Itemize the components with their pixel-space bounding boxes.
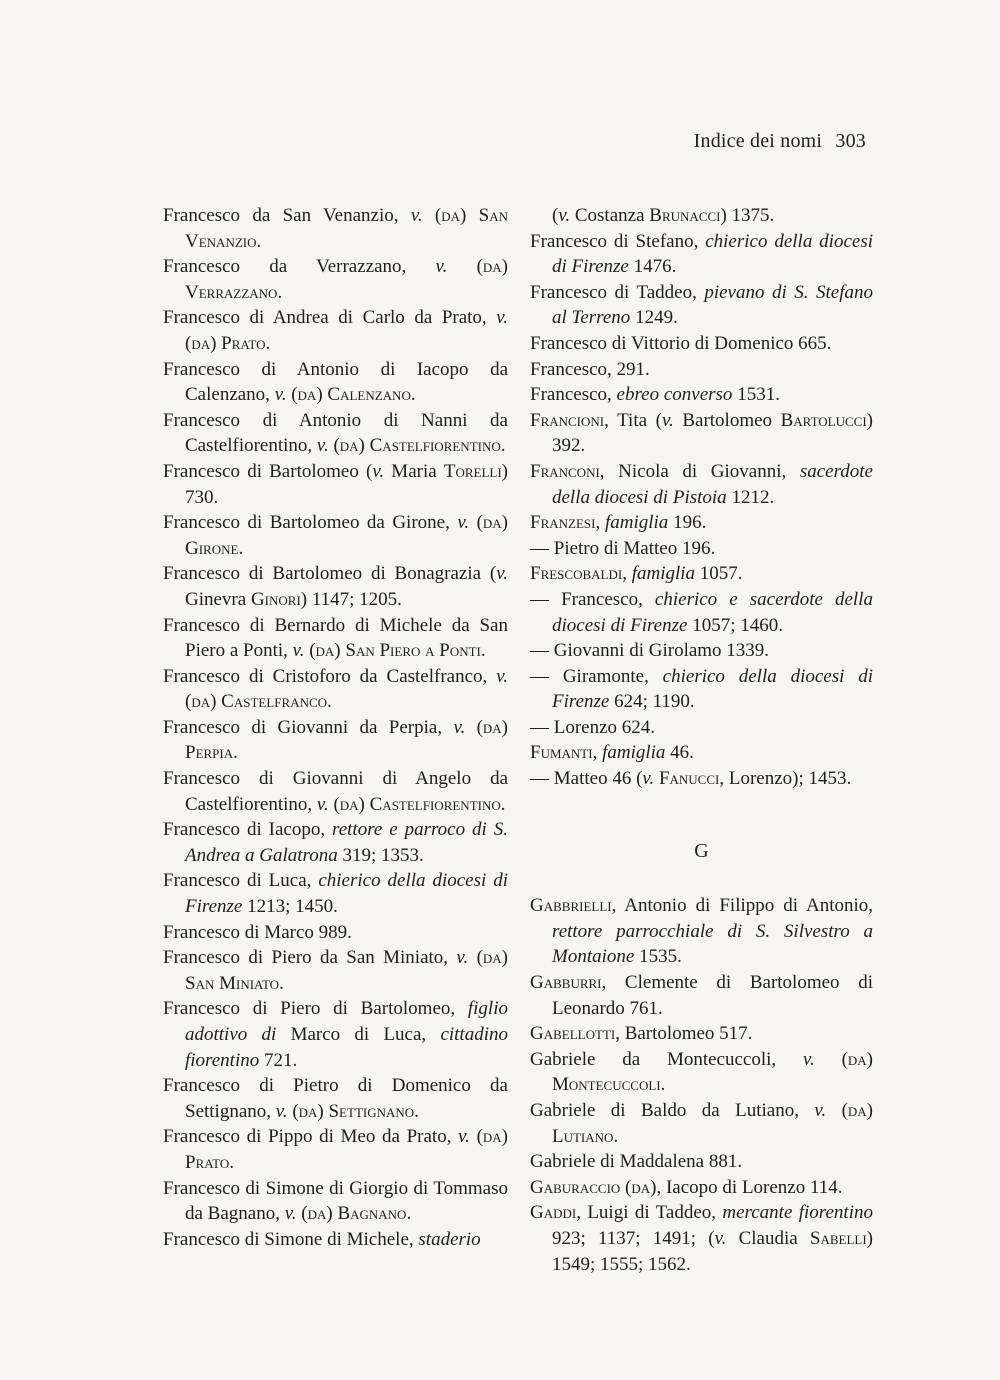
entry-name-smallcaps: (da) Settignano	[292, 1100, 415, 1122]
entry-text: , Bartolomeo 517.	[615, 1023, 753, 1045]
index-entry	[530, 1021, 873, 1047]
entry-text: Francesco di Luca,	[163, 870, 319, 892]
entry-text: Francesco di Bartolomeo da Girone,	[163, 512, 458, 534]
entry-text: Francesco di Simone di Michele,	[163, 1228, 419, 1250]
entry-italic: v.	[496, 665, 508, 687]
entry-name-smallcaps: (da) Castelfranco	[185, 691, 328, 713]
entry-name-smallcaps: (da) Calenzano	[291, 384, 411, 406]
entry-text: .	[500, 793, 506, 815]
entry-text: , Clemente di Bartolomeo di Leonardo 761.	[552, 972, 873, 1019]
entry-text: Claudia	[726, 1227, 810, 1249]
entry-name-smallcaps: (da) Girone	[185, 512, 509, 559]
entry-text: .	[410, 384, 416, 406]
entry-text: 1531.	[732, 384, 780, 406]
index-entry	[163, 766, 508, 817]
entry-text: Marco di Luca,	[276, 1024, 441, 1045]
index-entry	[163, 715, 508, 766]
entry-text: — Giramonte,	[530, 665, 663, 687]
index-entry	[163, 561, 508, 612]
entry-italic: rettore parrocchiale di S. Silvestro a Montaione	[552, 920, 873, 968]
entry-text: 1057.	[695, 563, 743, 585]
entry-text: — Pietro di Matteo 196.	[530, 537, 716, 559]
entry-text: 1057; 1460.	[687, 614, 783, 636]
entry-text: Francesco di Bartolomeo (	[163, 460, 373, 482]
index-entry	[530, 638, 873, 664]
entry-text: 721.	[259, 1049, 298, 1071]
entry-text: Francesco, 291.	[530, 358, 650, 380]
entry-italic: v.	[292, 640, 305, 662]
entry-text: Francesco di Cristoforo da Castelfranco,	[163, 665, 497, 687]
entry-text: .	[327, 691, 332, 713]
section-letter: G	[694, 839, 709, 862]
entry-text: , Tita (	[604, 409, 662, 431]
index-entry	[163, 817, 508, 868]
entry-name-smallcaps: Franconi	[530, 460, 600, 482]
entry-name-smallcaps: (da) Castelfiorentino	[333, 435, 501, 457]
entry-name-smallcaps: Fanucci	[658, 768, 720, 790]
entry-text: ,	[595, 512, 605, 534]
entry-name-smallcaps: (da) Montecuccoli	[552, 1048, 873, 1096]
entry-name-smallcaps: Gabbrielli	[530, 895, 612, 917]
index-entry	[163, 920, 508, 946]
entry-text	[447, 256, 476, 277]
index-entry	[163, 1176, 508, 1227]
index-entry	[530, 970, 873, 1021]
entry-name-smallcaps: Torelli	[443, 460, 502, 482]
entry-text: .	[265, 332, 271, 354]
index-entry	[163, 996, 508, 1073]
entry-text	[826, 1100, 841, 1121]
index-entry	[530, 1098, 873, 1149]
running-title: Indice dei nomi	[693, 130, 823, 152]
entry-text: ) 730.	[185, 460, 508, 508]
index-entry	[530, 664, 873, 715]
entry-name-smallcaps: Sabelli	[809, 1227, 867, 1249]
entry-name-smallcaps: (da) Verrazzano	[185, 256, 509, 303]
entry-name-smallcaps: (da) Prato	[185, 332, 266, 354]
entry-text: Francesco di Andrea di Carlo da Prato,	[163, 307, 497, 329]
entry-text: (	[552, 205, 559, 226]
entry-italic: v.	[372, 460, 385, 482]
entry-italic: rettore e parroco di S. Andrea a Galatrona	[185, 819, 508, 866]
index-entry	[530, 382, 873, 408]
entry-text: — Matteo 46 (	[530, 768, 643, 790]
entry-italic: v.	[496, 307, 508, 329]
entry-text: Gabriele da Montecuccoli,	[530, 1048, 803, 1070]
entry-name-smallcaps: Gabellotti	[530, 1023, 616, 1045]
entry-text: Gabriele di Baldo da Lutiano,	[530, 1100, 815, 1121]
index-entry	[163, 203, 508, 254]
entry-text: 1476.	[628, 256, 677, 278]
entry-italic: v.	[802, 1048, 815, 1070]
entry-italic: famiglia	[602, 742, 666, 764]
entry-text: Francesco da Verrazzano,	[163, 256, 436, 278]
entry-text: Francesco di Pietro di Domenico da Settignano,	[163, 1075, 508, 1122]
entry-text	[423, 205, 435, 226]
index-column-right	[530, 203, 873, 1277]
entry-name-smallcaps: (da) San Miniato	[185, 947, 508, 994]
index-entry	[530, 229, 873, 280]
entry-text: ,	[592, 742, 603, 764]
index-entry	[163, 1227, 508, 1253]
index-entry	[163, 459, 508, 510]
entry-text: Francesco di Simone di Giorgio di Tommaso da Bagnano,	[163, 1177, 508, 1225]
entry-text: .	[256, 230, 262, 252]
entry-text: — Giovanni di Girolamo 1339.	[530, 640, 770, 662]
entry-name-smallcaps: Ginori	[250, 588, 301, 610]
index-entry	[530, 1200, 873, 1277]
entry-italic: v.	[457, 512, 470, 534]
entry-italic: v.	[714, 1227, 727, 1249]
entry-text: Francesco di Giovanni da Perpia,	[163, 716, 454, 738]
entry-italic: famiglia	[604, 512, 669, 534]
index-entry	[530, 1149, 873, 1175]
entry-italic: famiglia	[631, 563, 696, 585]
index-entry	[163, 613, 508, 664]
entry-text: , Iacopo di Lorenzo 114.	[656, 1176, 843, 1198]
entry-italic: v.	[275, 1100, 288, 1122]
entry-italic: v.	[642, 768, 655, 790]
entry-text: Francesco di Giovanni di Angelo da Castelfiorentino,	[163, 768, 508, 815]
entry-text: Bartolomeo	[673, 409, 781, 431]
entry-italic: v.	[284, 1203, 297, 1225]
entry-italic: staderio	[418, 1228, 481, 1250]
index-entry	[530, 1047, 873, 1098]
entry-italic: v.	[435, 256, 448, 278]
entry-text: — Lorenzo 624.	[530, 716, 656, 738]
index-entry	[163, 868, 508, 919]
entry-italic: chierico della diocesi di Firenze	[552, 665, 873, 713]
page-number: 303	[835, 130, 866, 152]
index-entry	[530, 408, 873, 459]
entry-text: Francesco di Antonio di Iacopo da Calenzano,	[163, 358, 508, 406]
index-entry	[530, 893, 873, 970]
entry-text: ,	[622, 563, 632, 585]
entry-name-smallcaps: Gaburaccio (da)	[530, 1176, 657, 1198]
entry-italic: sacerdote della diocesi di Pistoia	[552, 460, 873, 508]
entry-text: 1535.	[634, 946, 682, 968]
entry-text: Francesco di Bartolomeo di Bonagrazia (	[163, 563, 497, 585]
entry-text: Maria	[384, 460, 444, 482]
index-entry	[163, 254, 508, 305]
entry-text: , Antonio di Filippo di Antonio,	[611, 895, 873, 917]
entry-text: — Francesco,	[530, 588, 655, 610]
entry-text: .	[233, 742, 238, 764]
entry-italic: v.	[410, 205, 423, 226]
entry-text: ) 1375.	[720, 205, 775, 226]
entry-italic: mercante fiorentino	[722, 1202, 873, 1224]
entry-name-smallcaps: (da) Castelfiorentino	[333, 793, 501, 815]
index-entry	[163, 1073, 508, 1124]
entry-italic: figlio adottivo di	[185, 998, 508, 1045]
entry-name-smallcaps: Franzesi	[530, 512, 596, 534]
entry-text	[470, 1126, 477, 1147]
entry-italic: v.	[496, 563, 508, 585]
index-entry	[530, 357, 873, 383]
index-entry	[530, 1175, 873, 1201]
index-entry	[530, 740, 873, 766]
index-entry	[530, 510, 873, 536]
entry-name-smallcaps: Francioni	[530, 409, 605, 431]
entry-text: 624; 1190.	[609, 691, 695, 713]
entry-text: 1212.	[726, 486, 775, 508]
entry-italic: v.	[274, 384, 287, 406]
entry-text: 923; 1137; 1491; (	[552, 1227, 715, 1249]
index-entry	[530, 766, 873, 792]
entry-text: ) 1147; 1205.	[300, 588, 402, 610]
index-entry	[530, 536, 873, 562]
entry-text	[469, 512, 476, 533]
entry-text: Ginevra	[185, 588, 251, 610]
entry-italic: v.	[458, 1126, 470, 1148]
entry-text: Francesco di Stefano,	[530, 230, 706, 252]
entry-italic: v.	[558, 205, 571, 226]
entry-text: Francesco,	[530, 384, 617, 406]
entry-text: , Lorenzo); 1453.	[719, 768, 852, 790]
index-entry	[530, 280, 873, 331]
page-header	[694, 130, 866, 153]
entry-text: .	[660, 1074, 666, 1096]
entry-text: 196.	[668, 512, 707, 534]
entry-text: Francesco di Antonio di Nanni da Castelfiorentino,	[163, 409, 508, 457]
index-entry	[163, 945, 508, 996]
entry-italic: v.	[316, 435, 329, 457]
entry-text: .	[500, 435, 506, 457]
index-entry	[530, 715, 873, 741]
entry-name-smallcaps: Fumanti	[530, 742, 593, 764]
entry-italic: cittadino fiorentino	[185, 1024, 508, 1071]
entry-text: Francesco di Bernardo di Michele da San Piero a Ponti,	[163, 614, 508, 662]
index-entry	[163, 664, 508, 715]
entry-italic: pievano di S. Stefano al Terreno	[552, 281, 873, 329]
entry-text: .	[406, 1203, 412, 1225]
entry-text	[815, 1049, 842, 1070]
entry-text: .	[480, 640, 486, 662]
entry-text: Francesco di Marco 989.	[163, 921, 352, 943]
entry-italic: ebreo converso	[616, 384, 733, 406]
index-entries-g	[530, 893, 873, 1277]
entry-italic: chierico della diocesi di Firenze	[185, 870, 508, 918]
entry-text	[468, 947, 476, 968]
index-entry	[163, 510, 508, 561]
index-entries-f	[530, 203, 873, 792]
entry-text: .	[277, 281, 283, 303]
entry-name-smallcaps: (da) San Piero a Ponti	[309, 640, 481, 662]
entry-italic: chierico e sacerdote della diocesi di Firenze	[552, 588, 873, 636]
index-entry	[530, 331, 873, 357]
entry-text: 1249.	[630, 307, 678, 329]
entry-name-smallcaps: (da) Lutiano	[552, 1100, 873, 1147]
entry-text: Francesco di Pippo di Meo da Prato,	[163, 1126, 459, 1148]
entry-italic: v.	[453, 716, 466, 738]
entry-name-smallcaps: (da) San Venanzio	[185, 205, 508, 252]
entry-text: Francesco di Piero di Bartolomeo,	[163, 998, 468, 1020]
index-entry	[530, 203, 873, 229]
entry-name-smallcaps: Frescobaldi	[530, 563, 623, 585]
entry-text: .	[414, 1100, 419, 1122]
entry-italic: v.	[456, 947, 469, 969]
index-column-left	[163, 203, 508, 1252]
entry-text: 46.	[665, 742, 694, 764]
index-entry	[163, 1124, 508, 1175]
entry-text: .	[238, 537, 244, 559]
entry-text	[465, 717, 476, 738]
entry-name-smallcaps: Gabburri	[530, 972, 602, 994]
entry-italic: v.	[316, 793, 329, 815]
index-entry	[530, 587, 873, 638]
entry-name-smallcaps: Gaddi	[530, 1202, 577, 1224]
entry-text: ) 392.	[552, 409, 873, 457]
entry-text: Francesco di Iacopo,	[163, 819, 333, 841]
entry-name-smallcaps: Bartolucci	[780, 409, 867, 431]
index-entry	[530, 561, 873, 587]
entry-italic: v.	[661, 409, 674, 431]
entry-text: Francesco da San Venanzio,	[163, 205, 411, 226]
entry-text: Francesco di Vittorio di Domenico 665.	[530, 332, 832, 354]
entry-text: 319; 1353.	[337, 844, 424, 866]
entry-name-smallcaps: Brunacci	[649, 205, 721, 226]
index-entry	[530, 459, 873, 510]
entry-text: Francesco di Piero da San Miniato,	[163, 947, 457, 969]
entry-text: .	[279, 972, 284, 994]
entry-text: .	[613, 1125, 619, 1147]
entry-text: 1213; 1450.	[242, 896, 338, 918]
entry-text: Francesco di Taddeo,	[530, 281, 705, 303]
entry-text: , Luigi di Taddeo,	[576, 1202, 723, 1224]
index-entry	[163, 357, 508, 408]
entry-text: .	[229, 1151, 235, 1173]
entry-text: Gabriele di Maddalena 881.	[530, 1151, 743, 1173]
entry-italic: v.	[814, 1100, 827, 1121]
entry-name-smallcaps: (da) Perpia	[185, 716, 509, 764]
entry-text: , Nicola di Giovanni,	[599, 460, 800, 482]
index-entry	[163, 305, 508, 356]
entry-text: Costanza	[570, 205, 650, 226]
entry-name-smallcaps: (da) Prato	[185, 1126, 508, 1173]
entry-text: ) 1549; 1555; 1562.	[552, 1227, 873, 1275]
index-entry	[163, 408, 508, 459]
entry-name-smallcaps: (da) Bagnano	[301, 1203, 407, 1225]
entry-italic: chierico della diocesi di Firenze	[552, 230, 874, 278]
